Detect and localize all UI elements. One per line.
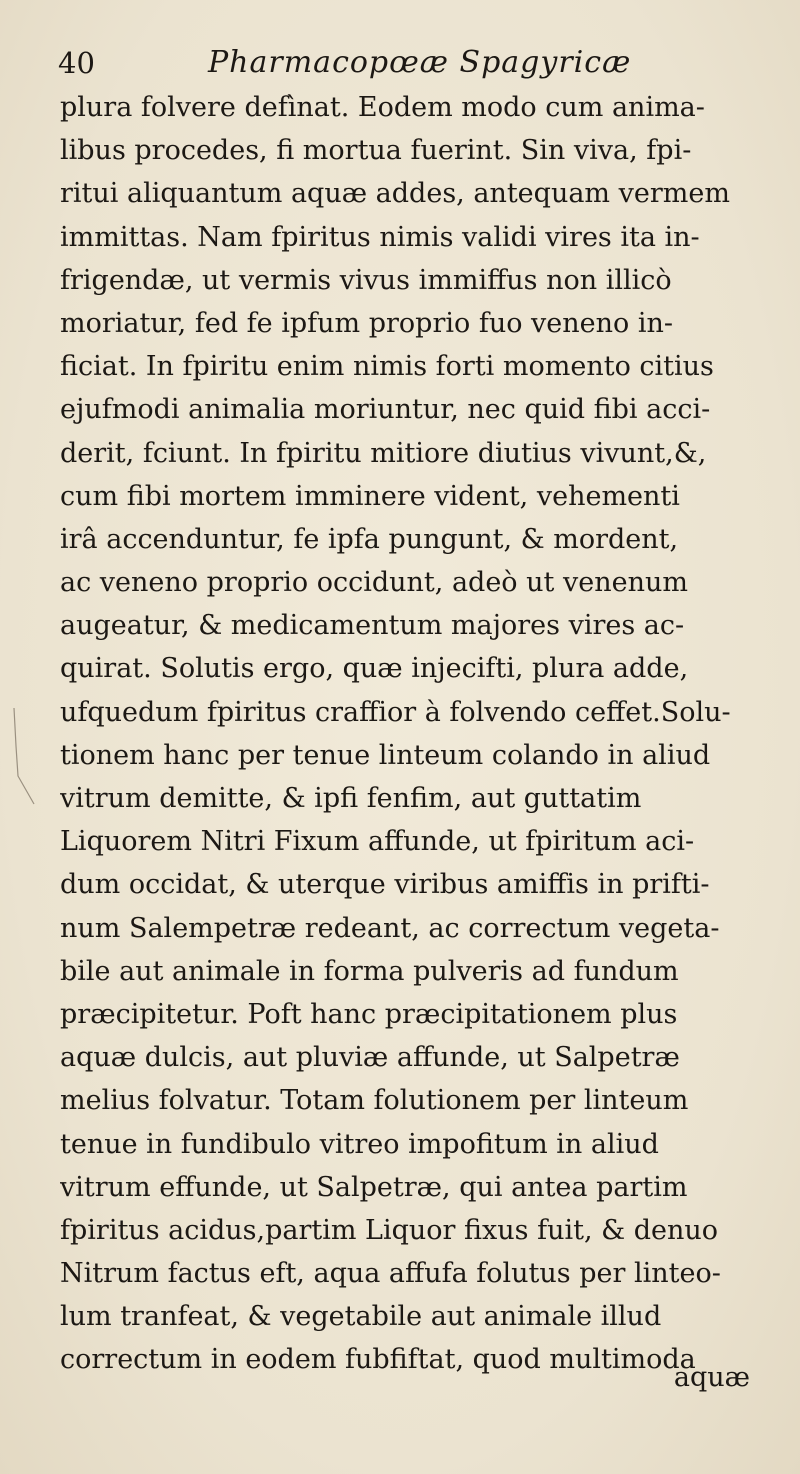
text-line: derit, fciunt. In fpiritu mitiore diutius vivunt,&, — [60, 437, 707, 469]
body-text — [60, 86, 750, 1382]
text-line: vitrum demitte, & ipfi fenfim, aut guttatim — [60, 783, 642, 814]
text-line: frigendæ, ut vermis vivus immiffus non illicò — [60, 264, 672, 296]
text-line: præcipitetur. Poft hanc præcipitationem plus — [60, 998, 678, 1030]
text-line: ejufmodi animalia moriuntur, nec quid fibi acci- — [60, 394, 711, 426]
text-line: immittas. Nam fpiritus nimis validi vires ita in- — [60, 221, 700, 253]
text-line: ac veneno proprio occidunt, adeò ut venenum — [60, 567, 688, 599]
margin-pencil-mark — [10, 706, 50, 806]
text-line: Nitrum factus eft, aqua affufa folutus per linteo- — [60, 1258, 721, 1290]
text-line: ritui aliquantum aquæ addes, antequam vermem — [60, 178, 730, 210]
page-header — [58, 40, 738, 88]
running-title: Pharmacopœæ Spagyricæ — [208, 45, 632, 80]
text-line: augeatur, & medicamentum majores vires ac- — [60, 610, 685, 642]
text-line: cum fibi mortem imminere vident, vehementi — [60, 480, 680, 512]
catchword: aquæ — [673, 1362, 750, 1393]
text-line: Liquorem Nitri Fixum affunde, ut fpiritum aci- — [60, 826, 695, 858]
text-line: aquæ dulcis, aut pluviæ affunde, ut Salpetræ — [60, 1042, 680, 1074]
text-line: irâ accenduntur, fe ipfa pungunt, & mordent, — [60, 523, 679, 555]
text-line: num Salempetræ redeant, ac correctum vegeta- — [60, 912, 720, 944]
text-line: bile aut animale in forma pulveris ad fundum — [60, 955, 679, 987]
text-line: libus procedes, fi mortua fuerint. Sin viva, fpi- — [60, 135, 692, 167]
text-line: tionem hanc per tenue linteum colando in aliud — [60, 739, 711, 771]
text-line: correctum in eodem fubfiftat, quod multimoda — [60, 1344, 696, 1376]
text-line: lum tranfeat, & vegetabile aut animale illud — [60, 1301, 662, 1333]
text-line: melius folvatur. Totam folutionem per linteum — [60, 1085, 689, 1117]
text-line: quirat. Solutis ergo, quæ injecifti, plura adde, — [60, 653, 689, 685]
page-number: 40 — [58, 46, 95, 80]
text-line: dum occidat, & uterque viribus amiffis in prifti- — [60, 869, 710, 901]
text-line: fpiritus acidus,partim Liquor fixus fuit, & denuo — [60, 1214, 719, 1246]
text-line: plura folvere defìnat. Eodem modo cum anima- — [60, 92, 705, 123]
text-line: ufquedum fpiritus craffior à folvendo ceffet.Solu- — [60, 696, 731, 728]
text-line: vitrum effunde, ut Salpetræ, qui antea partim — [60, 1171, 688, 1203]
text-line: moriatur, fed fe ipfum proprio fuo veneno in- — [60, 307, 674, 339]
text-line: ficiat. In fpiritu enim nimis forti momento citius — [60, 351, 714, 383]
text-line: tenue in fundibulo vitreo impofitum in aliud — [60, 1128, 659, 1160]
